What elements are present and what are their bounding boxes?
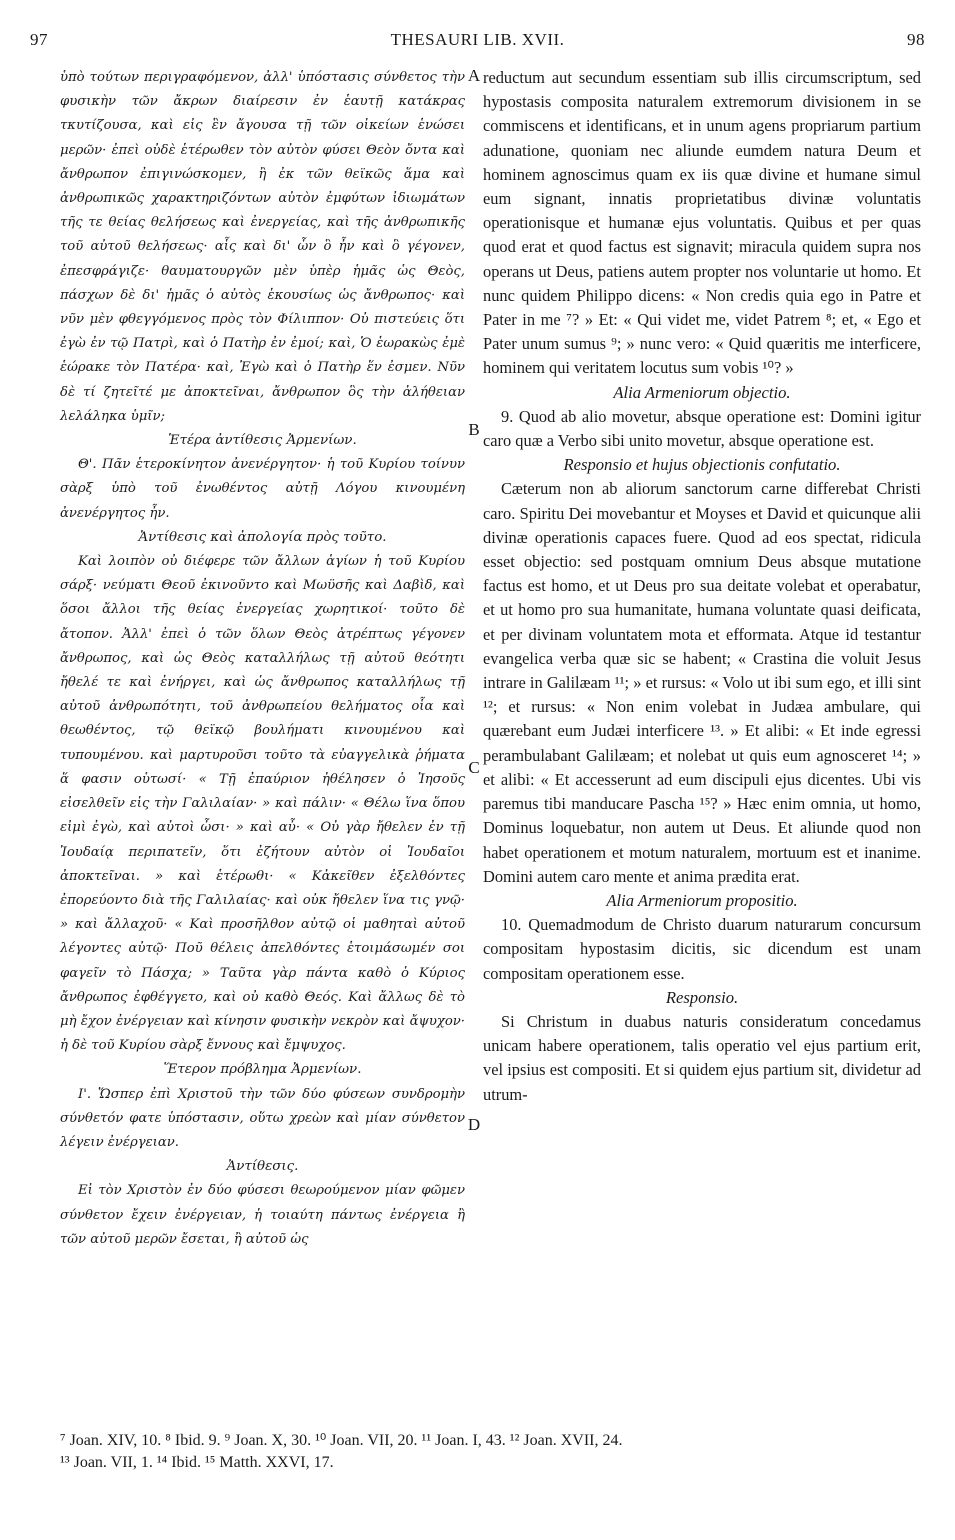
- latin-heading: Alia Armeniorum objectio.: [613, 382, 791, 402]
- greek-heading: Ἕτερον πρόβλημα Ἀρμενίων.: [163, 1062, 362, 1078]
- greek-heading: Ἀντίθεσις.: [226, 1159, 299, 1175]
- margin-letter-a: A: [467, 66, 481, 85]
- margin-letter-d: D: [467, 1115, 481, 1134]
- latin-heading: Responsio et hujus objectionis confutatio.: [563, 455, 841, 475]
- latin-paragraph: Cæterum non ab aliorum sanctorum carne differebat Christi caro. Spiritu Dei movebantur et Moyses et David et quicunque alii divinæ operationis capaces fuere. Quod ad eos spectat, ridicula esset objectio: sed postquam omnium Deus absque mutatione factus est homo, et ut Deus pro sua deitate volebat et operabatur, et ut homo pro sua humanitate, humana voluntate quasi deificata, et per divinam voluntatem mota et efformata. Atque id testantur evangelica verba quæ sic se habent; « Crastina die voluit Jesus intrare in Galilæam ¹¹; » et rursus: « Volo ut ibi sum ego, et illi sint ¹²; et rursus: « Non enim volebat in Judæa ambulare, qui quærebant eum Judæi interficere ¹³. » Et alibi: « Et inde egressi perambulabant Galilæam; et nolebat ut quis eum agnosceret ¹⁴; » et alibi: « Et accesserunt ad eum discipuli ejus dicentes. Ubi vis paremus tibi manducare Pascha ¹⁵? » Hæc enim omnia, ut homo, Dominus loquebatur, non autem ut Deus. Et aliunde quod non habet operationem et motum naturalem, mortuum est et inanime. Domini autem caro mente et anima prædita erat.: [483, 479, 921, 886]
- latin-paragraph: reductum aut secundum essentiam sub illis circumscriptum, sed hypostasis composita naturalem extremorum divisionem in se commiscens et identificans, et in unum agens propriarum partium adunatione, quoniam nec aliunde eumdem natura Deum et hominem agnoscimus quam ex iis quæ divine et humane simul eum signant, innatis proprietatibus divinæ voluntatis operationisque et humanæ ejus voluntatis. Quibus et per quas quod erat et quod factus est signavit; miracula quidem supra nos operans ut Deus, patiens autem propter nos voluntarie ut homo. Et nunc quidem Philippo dicens: « Non credis quia ego in Patre et Pater in me ⁷? » Et: « Qui videt me, videt Patrem ⁸; et, « Ego et Pater unum sumus ⁹; » nunc vero: « Quid quæritis me interficere, hominem qui veritatem locutus sum vobis ¹⁰? »: [483, 68, 921, 378]
- margin-letter-c: C: [468, 758, 480, 777]
- page-number-right: 98: [907, 30, 925, 49]
- greek-heading: Ἑτέρα ἀντίθεσις Ἀρμενίων.: [168, 433, 357, 449]
- latin-paragraph: 10. Quemadmodum de Christo duarum naturarum concursum compositam hypostasim dicitis, sic dicendum est unam compositam operationem esse.: [483, 915, 921, 983]
- running-header: [30, 30, 925, 54]
- greek-heading: Ἀντίθεσις καὶ ἀπολογία πρὸς τοῦτο.: [138, 529, 387, 545]
- greek-column: [60, 66, 465, 1252]
- latin-paragraph: Si Christum in duabus naturis consideratum concedamus unicam habere operationem, talis operatio vel ejus partium erit, vel ipsius est compositi. Et si quidem ejus partium sit, dividetur ad utrum-: [483, 1011, 921, 1104]
- greek-paragraph: Ι'. Ὥσπερ ἐπὶ Χριστοῦ τὴν τῶν δύο φύσεων συνδρομὴν σύνθετόν φατε ὑπόστασιν, οὕτω χρεὼν καὶ μίαν σύνθετον λέγειν ἐνέργειαν.: [60, 1086, 465, 1150]
- latin-column: [483, 66, 921, 1107]
- greek-paragraph: Καὶ λοιπὸν οὐ διέφερε τῶν ἄλλων ἁγίων ἡ τοῦ Κυρίου σάρξ· νεύματι Θεοῦ ἐκινοῦντο καὶ Μωϋσῆς καὶ Δαβὶδ, καὶ ὅσοι ἄλλοι τῆς θείας ἐνεργείας χωρητικοί· τοῦτο δὲ ἄτοπον. Ἀλλ' ἐπεὶ ὁ τῶν ὅλων Θεὸς ἀτρέπτως γέγονεν ἄνθρωπος, καὶ ὡς Θεὸς καταλλήλως τῇ αὐτοῦ θεότητι ἤθελέ τε καὶ ἐνήργει, καὶ ὡς ἄνθρωπος καταλλήλως τῇ αὐτοῦ ἀνθρωπότητι, τοῦ ἀνθρωπείου θελήματος οἷα καὶ θεωθέντος, τῷ θεϊκῷ βουλήματι κινουμένου καὶ τυπουμένου. καὶ μαρτυροῦσι τοῦτο τὰ εὐαγγελικὰ ῥήματα ἅ φασιν οὑτωσί· « Τῇ ἐπαύριον ἠθέλησεν ὁ Ἰησοῦς εἰσελθεῖν εἰς τὴν Γαλιλαίαν· » καὶ πάλιν· « Θέλω ἵνα ὅπου εἰμὶ ἐγὼ, καὶ αὐτοὶ ὦσι· » καὶ αὖ· « Οὐ γὰρ ἤθελεν ἐν τῇ Ἰουδαίᾳ περιπατεῖν, ὅτι ἐζήτουν αὐτὸν οἱ Ἰουδαῖοι ἀποκτεῖναι. » καὶ ἑτέρωθι· « Κἀκεῖθεν ἐξελθόντες ἐπορεύοντο διὰ τῆς Γαλιλαίας· καὶ οὐκ ἤθελεν ἵνα τις γνῷ· » καὶ ἄλλαχοῦ· « Καὶ προσῆλθον αὐτῷ οἱ μαθηταὶ αὐτοῦ λέγοντες αὐτῷ· Ποῦ θέλεις ἀπελθόντες ἑτοιμάσωμέν σοι φαγεῖν τὸ Πάσχα; » Ταῦτα γὰρ πάντα καθὸ ὁ Κύριος ἄνθρωπος ἐφθέγγετο, καὶ οὐ καθὸ Θεός. Καὶ ἄλλως δὲ τὸ μὴ ἔχον ἐνέργειαν καὶ κίνησιν φυσικὴν νεκρὸν καὶ ἄψυχον· ἡ δὲ τοῦ Κυρίου σὰρξ ἔννους καὶ ἔμψυχος.: [60, 554, 465, 1054]
- footnote-line: ¹³ Joan. VII, 1. ¹⁴ Ibid. ¹⁵ Matth. XXVI, 17.: [60, 1454, 334, 1471]
- latin-paragraph: 9. Quod ab alio movetur, absque operatione est: Domini igitur caro quæ a Verbo sibi unito movetur, absque operatione est.: [483, 406, 921, 451]
- page-number-left: 97: [30, 30, 48, 49]
- footnotes: [60, 1430, 925, 1474]
- latin-heading: Alia Armeniorum propositio.: [606, 890, 798, 910]
- greek-paragraph: ὑπὸ τούτων περιγραφόμενον, ἀλλ' ὑπόστασις σύνθετος τὴν φυσικὴν τῶν ἄκρων διαίρεσιν ἐν ἑαυτῇ κατάκρας τκυτίζουσα, καὶ εἰς ἓν ἄγουσα τῇ τῶν οἰκείων ἑνώσει μερῶν· ἐπεὶ οὐδὲ ἑτέρωθεν τὸν αὐτὸν φύσει Θεὸν ὄντα καὶ ἄνθρωπον ἐπιγινώσκομεν, ἢ ἐκ τῶν θεϊκῶς ἅμα καὶ ἀνθρωπικῶς χαρακτηριζόντων αὐτὸν ἐμφύτων ἰδιωμάτων τῆς τε θείας θελήσεως καὶ ἐνεργείας, καὶ τῆς ἀνθρωπικῆς τοῦ αὐτοῦ θελήσεως· αἷς καὶ δι' ὧν ὃ ἦν καὶ ὃ γέγονεν, ἐπεσφράγιζε· θαυματουργῶν μὲν ὑπὲρ ἡμᾶς ὡς Θεὸς, πάσχων δὲ δι' ἡμᾶς ὁ αὐτὸς ἑκουσίως ὡς ἄνθρωπος· καὶ νῦν μὲν φθεγγόμενος πρὸς τὸν Φίλιππον· Οὐ πιστεύεις ὅτι ἐγὼ ἐν τῷ Πατρὶ, καὶ ὁ Πατὴρ ἐν ἐμοί; καὶ, Ὁ ἑωρακὼς ἐμὲ ἑώρακε τὸν Πατέρα· καὶ, Ἐγὼ καὶ ὁ Πατὴρ ἕν ἐσμεν. Νῦν δὲ τί ζητεῖτέ με ἀποκτεῖναι, ἄνθρωπον ὃς τὴν ἀλήθειαν λελάληκα ὑμῖν;: [60, 70, 465, 424]
- greek-paragraph: Εἰ τὸν Χριστὸν ἐν δύο φύσεσι θεωρούμενον μίαν φῶμεν σύνθετον ἔχειν ἐνέργειαν, ἡ τοιαύτη πάντως ἐνέργεια ἢ τῶν αὐτοῦ μερῶν ἔσεται, ἢ αὐτοῦ ὡς: [60, 1183, 465, 1247]
- margin-letter-b: B: [468, 420, 480, 439]
- greek-paragraph: Θ'. Πᾶν ἑτεροκίνητον ἀνενέργητον· ἡ τοῦ Κυρίου τοίνυν σὰρξ ὑπὸ τοῦ ἐνωθέντος αὐτῇ Λόγου κινουμένη ἀνενέργητος ἦν.: [60, 457, 465, 521]
- footnote-line: ⁷ Joan. XIV, 10. ⁸ Ibid. 9. ⁹ Joan. X, 30. ¹⁰ Joan. VII, 20. ¹¹ Joan. I, 43. ¹² Joan. XVII, 24.: [60, 1432, 623, 1449]
- latin-heading: Responsio.: [665, 987, 739, 1007]
- running-title: THESAURI LIB. XVII.: [390, 30, 565, 49]
